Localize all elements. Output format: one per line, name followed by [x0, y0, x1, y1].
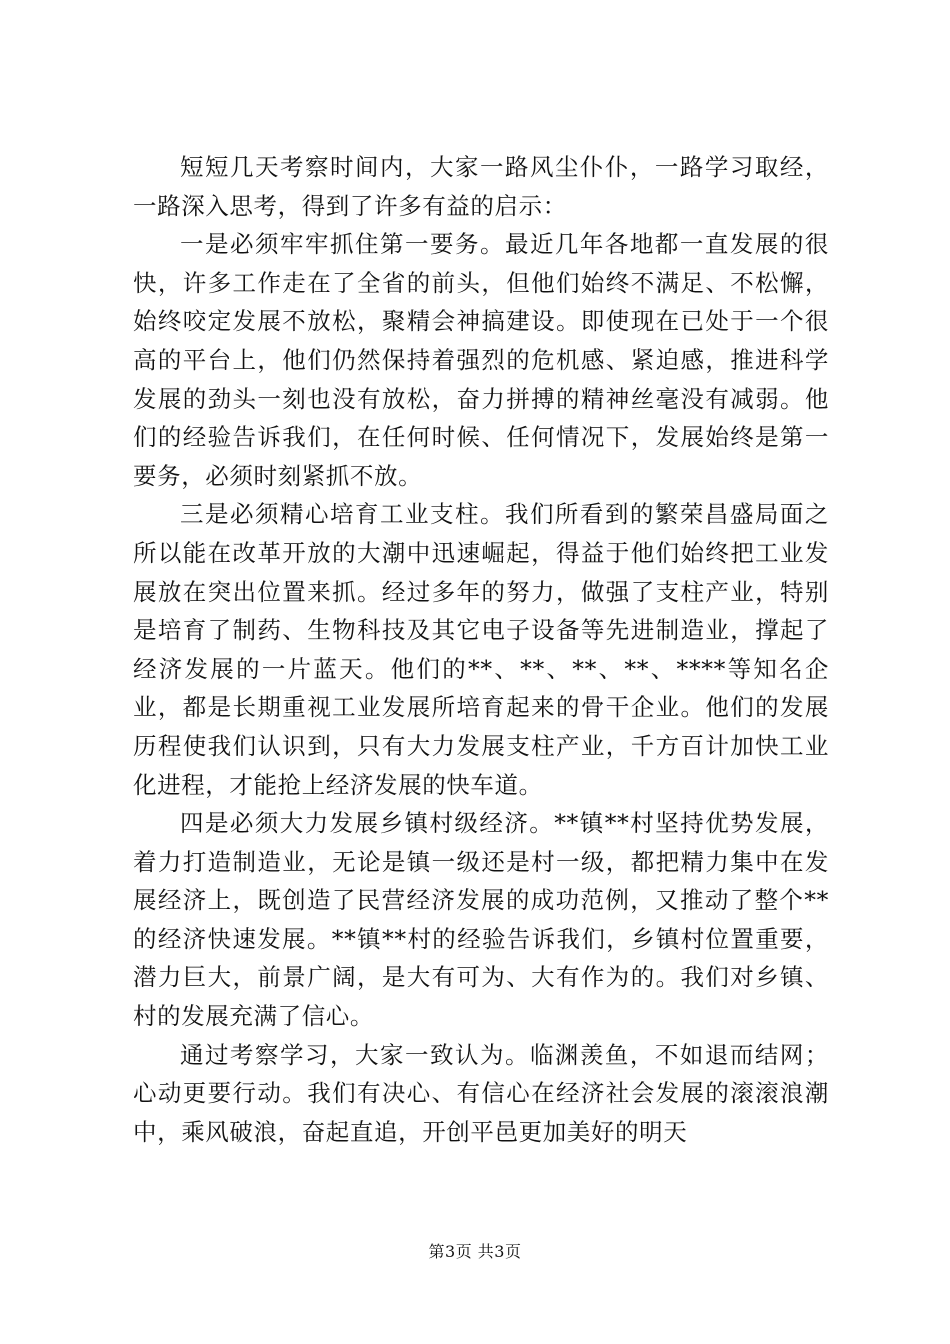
page-number-footer: 第3页 共3页 [428, 1242, 522, 1261]
document-body [133, 148, 829, 1151]
paragraph-conclusion: 通过考察学习，大家一致认为。临渊羡鱼，不如退而结网；心动更要行动。我们有决心、有信心在经济社会发展的滚滚浪潮中，乘风破浪，奋起直追，开创平邑更加美好的明天 [133, 1040, 829, 1146]
paragraph-point-four: 四是必须大力发展乡镇村级经济。**镇**村坚持优势发展，着力打造制造业，无论是镇一级还是村一级，都把精力集中在发展经济上，既创造了民营经济发展的成功范例，又推动了整个**的经济快速发展。**镇**村的经验告诉我们，乡镇村位置重要，潜力巨大，前景广阔，是大有可为、大有作为的。我们对乡镇、村的发展充满了信心。 [133, 809, 829, 1031]
paragraph-point-three: 三是必须精心培育工业支柱。我们所看到的繁荣昌盛局面之所以能在改革开放的大潮中迅速崛起，得益于他们始终把工业发展放在突出位置来抓。经过多年的努力，做强了支柱产业，特别是培育了制药、生物科技及其它电子设备等先进制造业，撑起了经济发展的一片蓝天。他们的**、**、**、**、****等知名企业，都是长期重视工业发展所培育起来的骨干企业。他们的发展历程使我们认识到，只有大力发展支柱产业，千方百计加快工业化进程，才能抢上经济发展的快车道。 [133, 500, 829, 799]
paragraph-point-one: 一是必须牢牢抓住第一要务。最近几年各地都一直发展的很快，许多工作走在了全省的前头，但他们始终不满足、不松懈，始终咬定发展不放松，聚精会神搞建设。即使现在已处于一个很高的平台上，他们仍然保持着强烈的危机感、紧迫感，推进科学发展的劲头一刻也没有放松，奋力拼搏的精神丝毫没有减弱。他们的经验告诉我们，在任何时候、任何情况下，发展始终是第一要务，必须时刻紧抓不放。 [133, 230, 829, 490]
paragraph-intro: 短短几天考察时间内，大家一路风尘仆仆，一路学习取经，一路深入思考，得到了许多有益的启示： [133, 153, 829, 220]
